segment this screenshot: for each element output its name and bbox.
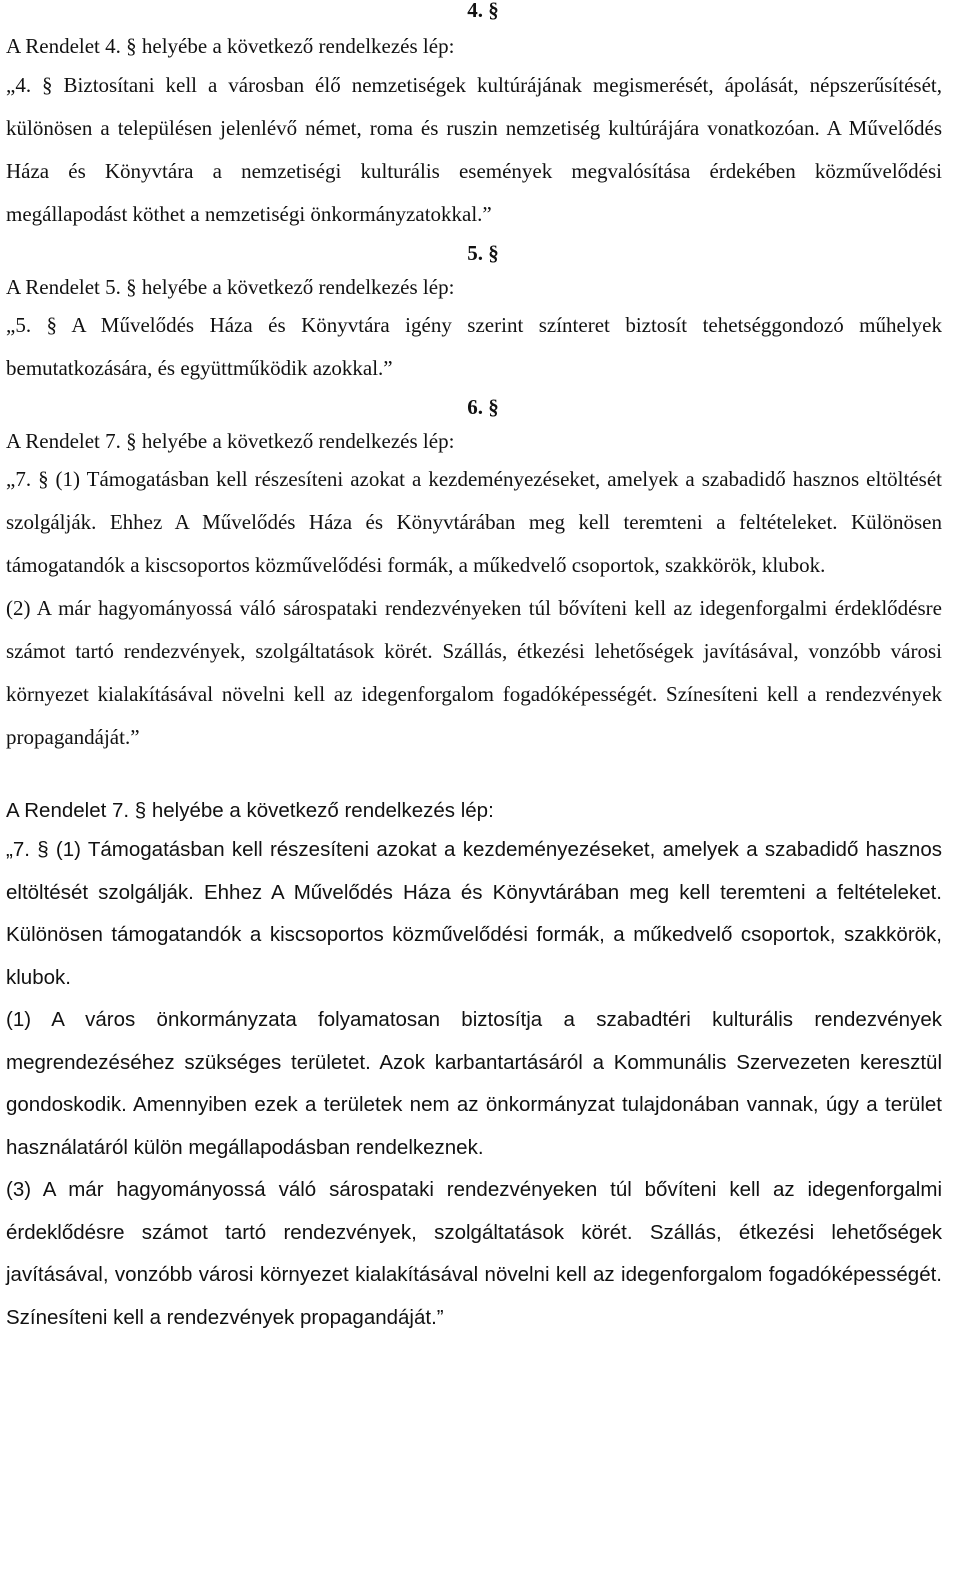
amendment-block bbox=[6, 793, 942, 1339]
section-6-paragraph-2: (2) A már hagyományossá váló sárospataki rendezvényeken túl bővíteni kell az idegenforgalmi érdeklődésre számot tartó rendezvények, szolgáltatások körét. Szállás, étkezési lehetőségek javításával, vonzóbb városi környezet kialakításával növelni kell az idegenforgalom fogadóképességét. Színesíteni kell a rendezvények propagandáját.” bbox=[6, 596, 942, 749]
section-6-heading: 6. § bbox=[467, 395, 499, 419]
section-6-intro: A Rendelet 7. § helyébe a következő rendelkezés lép: bbox=[6, 429, 455, 453]
amendment-paragraph-1: „7. § (1) Támogatásban kell részesíteni azokat a kezdeményezéseket, amelyek a szabadidő hasznos eltöltését szolgálják. Ehhez A Művelődés Háza és Könyvtárában meg kell teremteni a feltételeket. Különösen támogatandók a kiscsoportos közművelődési formák, a műkedvelő csoportok, szakkörök, klubok. bbox=[6, 838, 942, 989]
document-page bbox=[6, 0, 942, 1339]
section-4 bbox=[6, 0, 942, 236]
section-4-intro: A Rendelet 4. § helyébe a következő rendelkezés lép: bbox=[6, 34, 455, 58]
amendment-paragraph-2: (1) A város önkormányzata folyamatosan biztosítja a szabadtéri kulturális rendezvények megrendezéséhez szükséges területet. Azok karbantartásáról a Kommunális Szervezeten keresztül gondoskodik. Amennyiben ezek a területek nem az önkormányzat tulajdonában vannak, úgy a terület használatáról külön megállapodásban rendelkeznek. bbox=[6, 1008, 942, 1159]
section-5-intro: A Rendelet 5. § helyébe a következő rendelkezés lép: bbox=[6, 275, 455, 299]
section-5-text: „5. § A Művelődés Háza és Könyvtára igény szerint színteret biztosít tehetséggondozó műhelyek bemutatkozására, és együttműködik azokkal.” bbox=[6, 313, 942, 380]
section-6-paragraph-1: „7. § (1) Támogatásban kell részesíteni azokat a kezdeményezéseket, amelyek a szabadidő hasznos eltöltését szolgálják. Ehhez A Művelődés Háza és Könyvtárában meg kell teremteni a feltételeket. Különösen támogatandók a kiscsoportos közművelődési formák, a műkedvelő csoportok, szakkörök, klubok. bbox=[6, 467, 942, 577]
section-5 bbox=[6, 236, 942, 390]
section-6 bbox=[6, 390, 942, 759]
amendment-paragraph-3: (3) A már hagyományossá váló sárospataki rendezvényeken túl bővíteni kell az idegenforgalmi érdeklődésre számot tartó rendezvények, szolgáltatások körét. Szállás, étkezési lehetőségek javításával, vonzóbb városi környezet kialakításával növelni kell az idegenforgalom fogadóképességét. Színesíteni kell a rendezvények propagandáját.” bbox=[6, 1178, 942, 1329]
section-5-heading: 5. § bbox=[467, 241, 499, 265]
amendment-intro: A Rendelet 7. § helyébe a következő rendelkezés lép: bbox=[6, 799, 494, 822]
section-4-text: „4. § Biztosítani kell a városban élő nemzetiségek kultúrájának megismerését, ápolását, népszerűsítését, különösen a településen jelenlévő német, roma és ruszin nemzetiség kultúrájára vonatkozóan. A Művelődés Háza és Könyvtára a nemzetiségi kulturális események megvalósítása érdekében közművelődési megállapodást köthet a nemzetiségi önkormányzatokkal.” bbox=[6, 73, 942, 226]
section-4-heading: 4. § bbox=[467, 0, 499, 22]
spacer bbox=[6, 759, 942, 793]
